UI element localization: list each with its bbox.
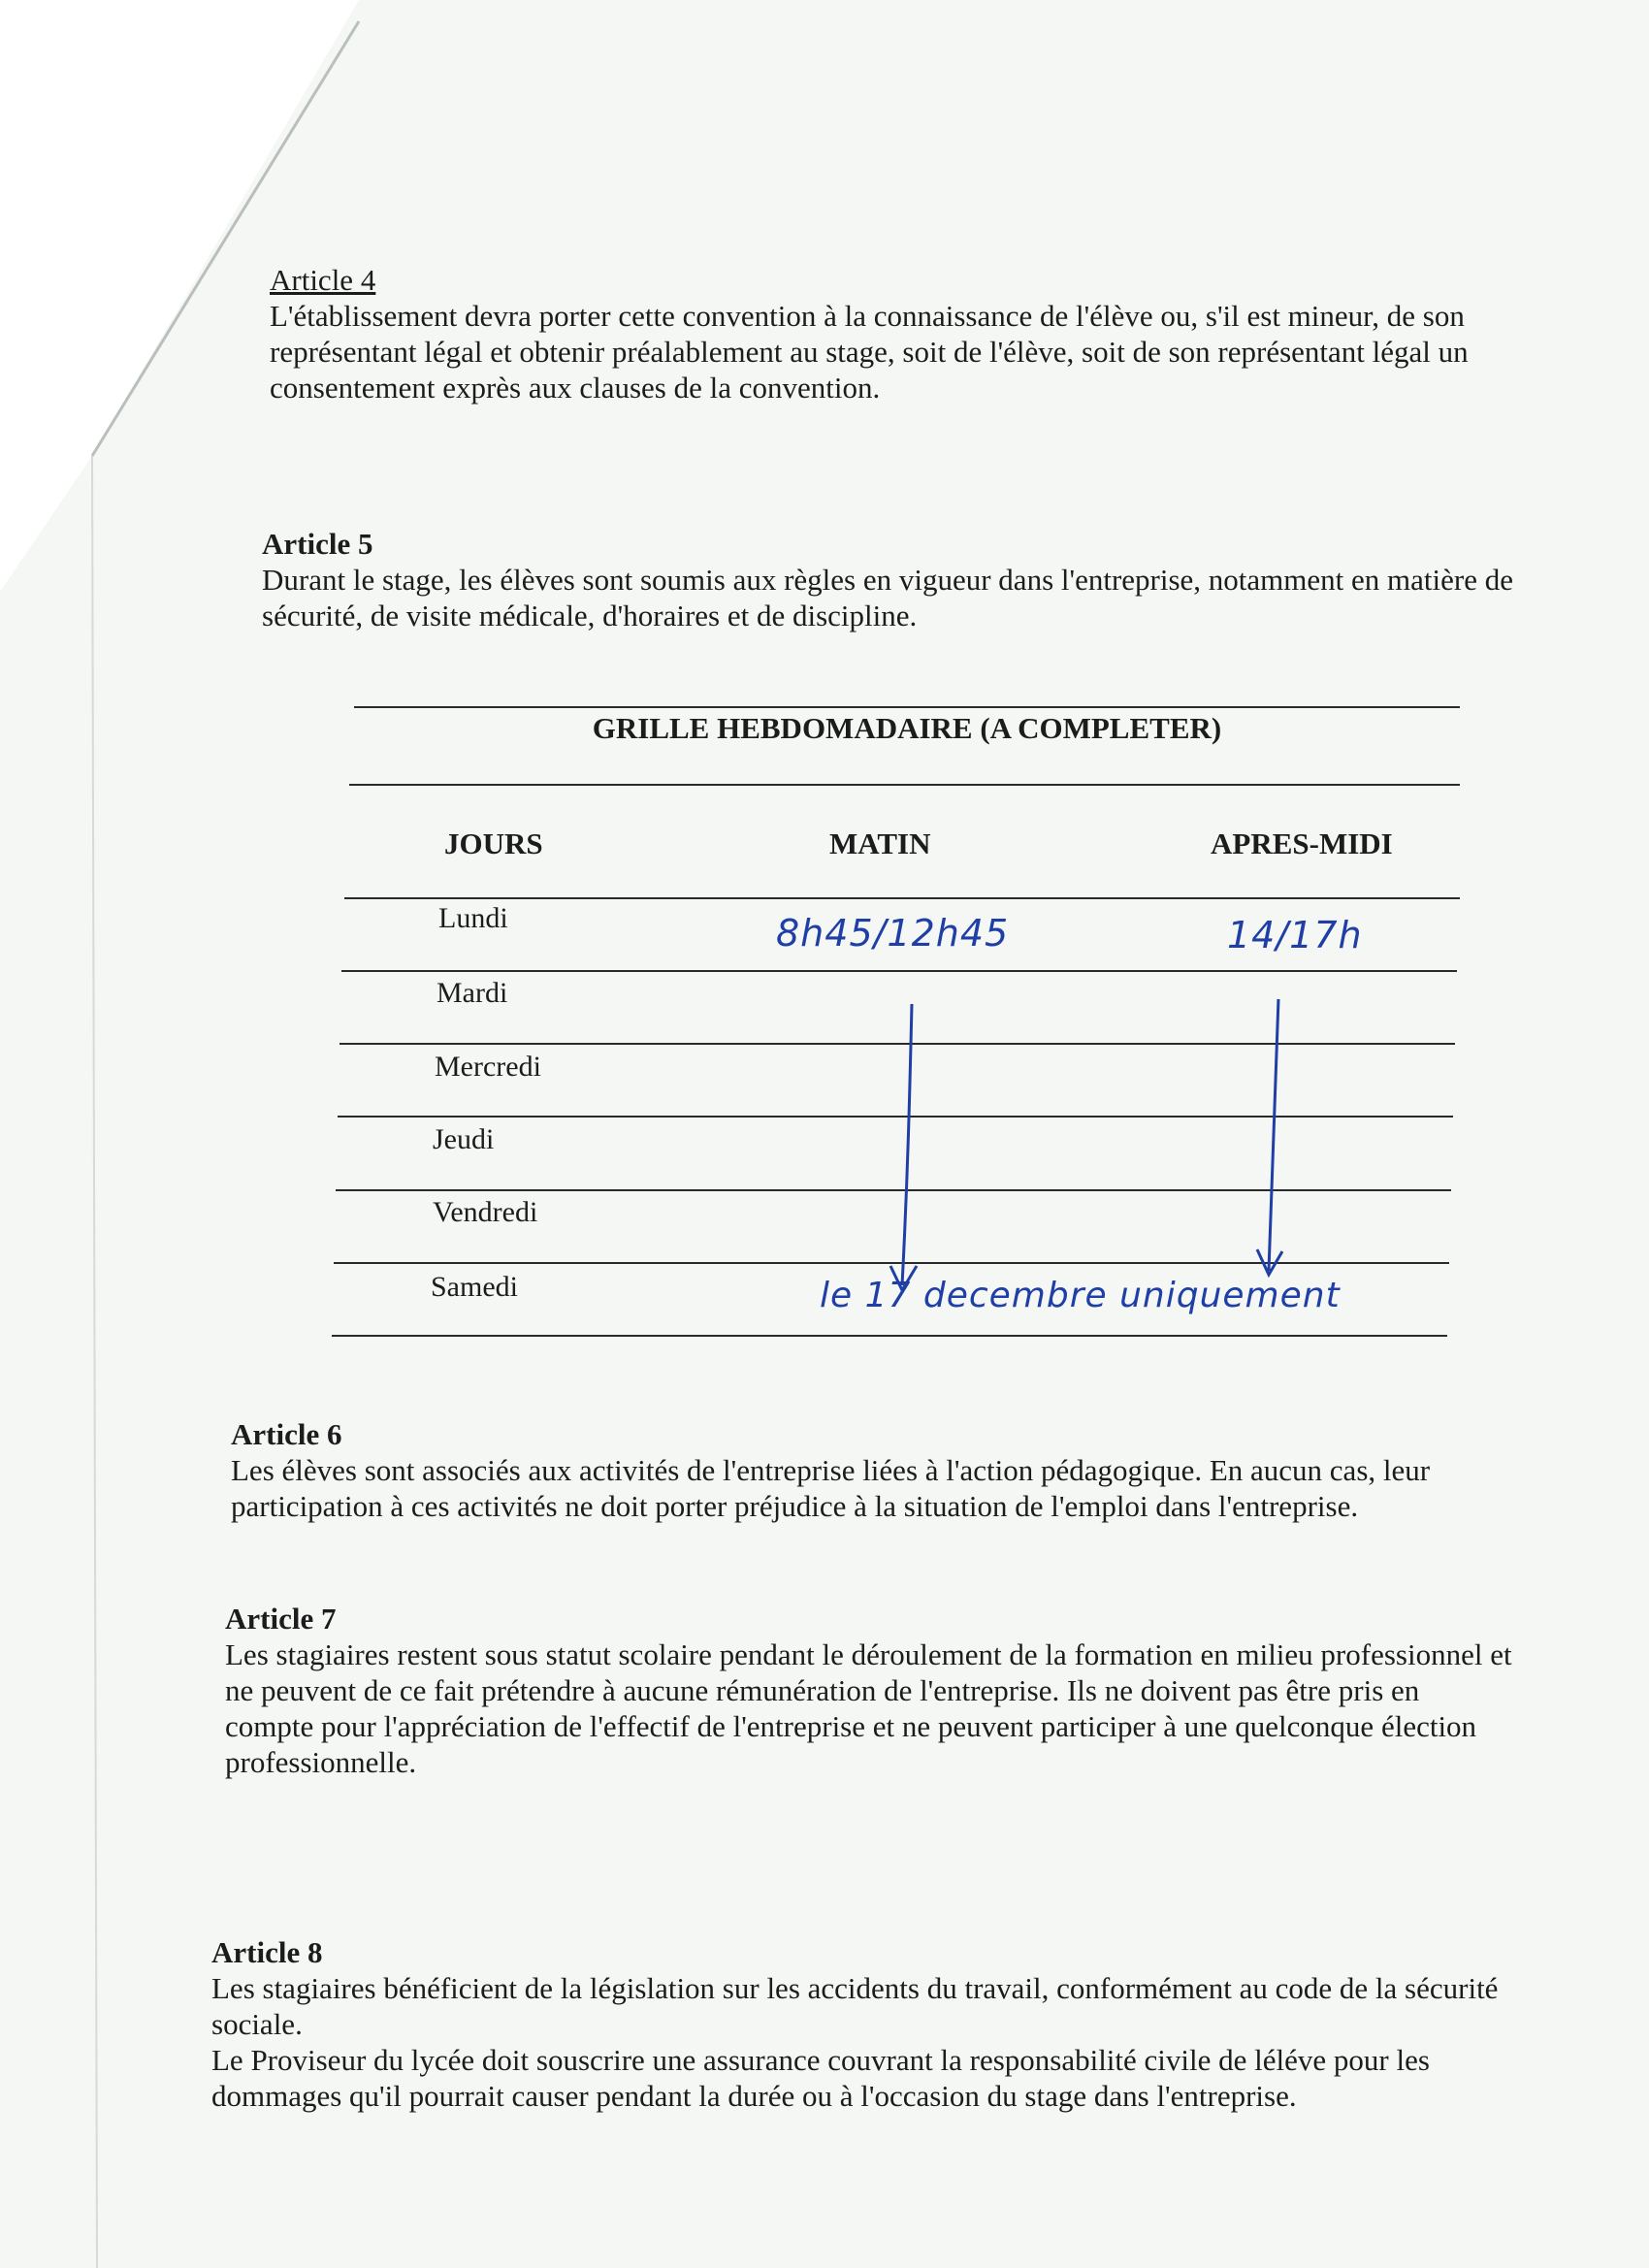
grid-title: GRILLE HEBDOMADAIRE (A COMPLETER) [592, 711, 1222, 745]
article-6-text: Les élèves sont associés aux activités de l'entreprise liées à l'action pédagogique. En aucun cas, leur participation à ces activités ne doit porter préjudice à la situation de l'emploi dans l'entreprise. [231, 1453, 1431, 1523]
handwritten-lundi-apres-midi: 14/17h [1227, 914, 1363, 956]
day-label: Vendredi [433, 1196, 538, 1228]
article-5-title: Article 5 [262, 527, 373, 561]
day-label: Lundi [438, 902, 508, 934]
article-5-text: Durant le stage, les élèves sont soumis aux règles en vigueur dans l'entreprise, notamment en matière de sécurité, de visite médicale, d'horaires et de discipline. [262, 563, 1513, 632]
article-8-title: Article 8 [211, 1935, 323, 1969]
handwritten-lundi-matin: 8h45/12h45 [776, 912, 1010, 955]
header-matin: MATIN [829, 826, 931, 860]
article-4-text: L'établissement devra porter cette convention à la connaissance de l'élève ou, s'il est mineur, de son représentant légal et obtenir préalablement au stage, soit de l'élève, soit de son représentant légal un consentement exprès aux clauses de la convention. [270, 299, 1469, 405]
article-7-title: Article 7 [225, 1602, 337, 1636]
article-4-title: Article 4 [270, 263, 376, 297]
day-label: Samedi [431, 1271, 518, 1303]
article-7 [225, 1601, 1515, 1780]
header-jours: JOURS [444, 826, 543, 860]
article-8 [211, 1934, 1511, 2114]
header-apres-midi: APRES-MIDI [1211, 826, 1393, 860]
article-8-text-2: Le Proviseur du lycée doit souscrire une assurance couvrant la responsabilité civile de léléve pour les dommages qu'il pourrait causer pendant la durée ou à l'occasion du stage dans l'entreprise. [211, 2043, 1430, 2113]
article-6 [231, 1416, 1521, 1524]
day-label: Mercredi [435, 1051, 541, 1083]
day-label: Jeudi [433, 1123, 495, 1155]
article-7-text: Les stagiaires restent sous statut scolaire pendant le déroulement de la formation en milieu professionnel et ne peuvent de ce fait prétendre à aucune rémunération de l'entreprise. Ils ne doivent pas être pris en compte pour l'appréciation de l'effectif de l'entreprise et ne peuvent participer à une quelconque élection professionnelle. [225, 1637, 1512, 1779]
article-8-text-1: Les stagiaires bénéficient de la législation sur les accidents du travail, conformément au code de la sécurité sociale. [211, 1971, 1499, 2041]
article-6-title: Article 6 [231, 1417, 342, 1451]
handwritten-samedi-note: le 17 decembre uniquement [820, 1276, 1341, 1315]
day-label: Mardi [436, 977, 508, 1009]
